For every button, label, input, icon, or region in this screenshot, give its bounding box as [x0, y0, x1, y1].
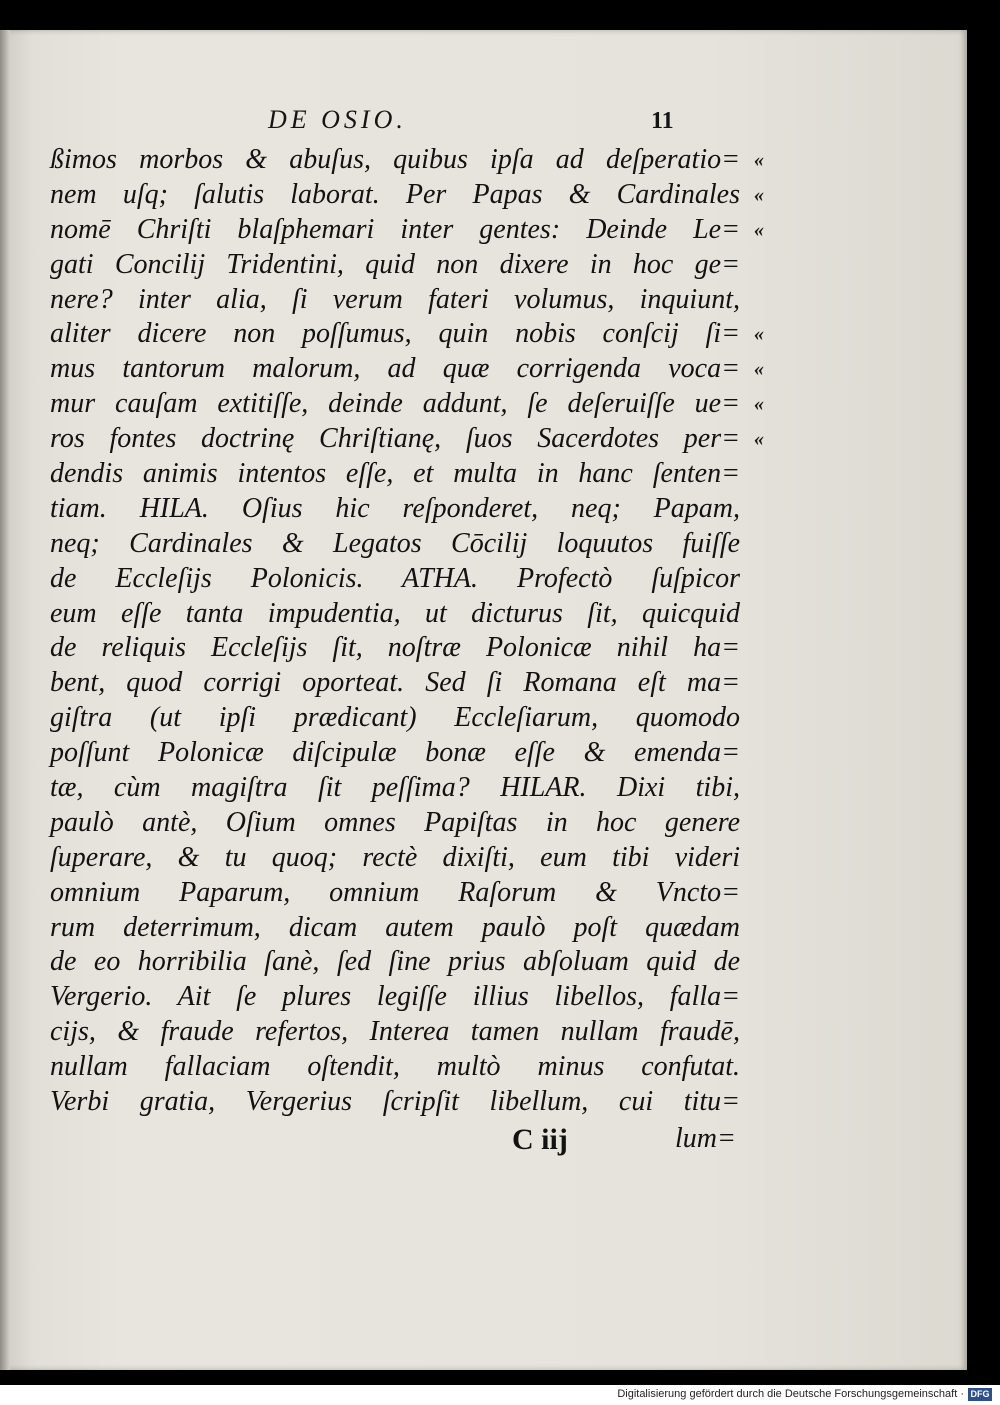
text-line	[50, 945, 740, 980]
signature-mark: C iij	[512, 1123, 568, 1156]
catchword: lum=	[675, 1123, 736, 1154]
line-text: gati Concilij Tridentini, quid non dixere in hoc ge=	[50, 248, 740, 280]
line-text: giſtra (ut ipſi prædicant) Eccleſiarum, quomodo	[50, 702, 740, 734]
text-line	[50, 980, 740, 1015]
text-line	[50, 387, 764, 422]
text-line	[50, 841, 740, 876]
marginal-mark: «	[754, 149, 764, 171]
marginal-mark: «	[754, 218, 764, 241]
text-line	[50, 701, 740, 736]
line-text: omnium Paparum, omnium Raſorum & Vncto=	[50, 876, 740, 908]
line-text: nere? inter alia, ſi verum fateri volumus, inquiunt,	[50, 283, 740, 315]
text-line	[50, 1015, 740, 1050]
page-header	[0, 105, 1000, 139]
text-line	[50, 631, 740, 666]
line-text: ros fontes doctrinę Chriſtianę, ſuos Sacerdotes per=	[50, 423, 740, 455]
line-text: cijs, & fraude refertos, Interea tamen nullam fraudē,	[50, 1016, 740, 1048]
line-text: de Eccleſijs Polonicis. ATHA. Profectò ſuſpicor	[50, 562, 740, 594]
text-line	[50, 527, 740, 562]
line-text: paulò antè, Oſium omnes Papiſtas in hoc genere	[50, 806, 740, 838]
line-text: tæ, cùm magiſtra ſit peſſima? HILAR. Dixi tibi,	[50, 772, 740, 804]
text-line	[50, 352, 764, 387]
signature-line	[0, 1123, 1000, 1163]
text-line	[50, 876, 740, 911]
line-text: ſuperare, & tu quoq; rectè dixiſti, eum tibi videri	[50, 841, 740, 873]
line-text: nem uſq; ſalutis laborat. Per Papas & Cardinales	[50, 178, 740, 210]
line-text: neq; Cardinales & Legatos Cōcilij loquutos fuiſſe	[50, 527, 740, 559]
text-line	[50, 806, 740, 841]
marginal-mark: «	[754, 428, 764, 451]
line-text: tiam. HILA. Oſius hic reſponderet, neq; Papam,	[50, 492, 740, 524]
page-number: 11	[651, 108, 674, 134]
line-text: Vergerio. Ait ſe plures legiſſe illius libellos, falla=	[50, 981, 740, 1013]
line-text: nomē Chriſti blaſphemari inter gentes: Deinde Le=	[50, 213, 740, 245]
marginal-mark: «	[754, 358, 764, 381]
line-text: aliter dicere non poſſumus, quin nobis conſcij ſi=	[50, 318, 740, 350]
marginal-mark: «	[754, 323, 764, 346]
text-line	[50, 492, 740, 527]
line-text: mus tantorum malorum, ad quæ corrigenda voca=	[50, 353, 740, 385]
line-text: nullam fallaciam oſtendit, multò minus confutat.	[50, 1051, 740, 1083]
body-text	[50, 143, 764, 1120]
digitization-footer	[0, 1385, 1000, 1405]
running-head: DE OSIO.	[268, 105, 407, 134]
footer-credit: Digitalisierung gefördert durch die Deutsche Forschungsgemeinschaft ·	[617, 1388, 964, 1400]
text-line	[50, 317, 764, 352]
line-text: bent, quod corrigi oporteat. Sed ſi Romana eſt ma=	[50, 667, 740, 699]
text-line	[50, 248, 740, 283]
marginal-mark: «	[754, 393, 764, 416]
text-line	[50, 1085, 740, 1120]
text-line	[50, 1050, 740, 1085]
line-text: poſſunt Polonicæ diſcipulæ bonæ eſſe & emenda=	[50, 737, 740, 769]
line-text: de eo horribilia ſanè, ſed ſine prius abſoluam quid de	[50, 946, 740, 978]
text-line	[50, 736, 740, 771]
text-line	[50, 457, 740, 492]
line-text: Verbi gratia, Vergerius ſcripſit libellum, cui titu=	[50, 1086, 740, 1118]
line-text: rum deterrimum, dicam autem paulò poſt quædam	[50, 911, 740, 943]
text-line	[50, 911, 740, 946]
line-text: ßimos morbos & abuſus, quibus ipſa ad deſperatio=	[50, 144, 740, 175]
text-line	[50, 562, 740, 597]
text-line	[50, 213, 764, 248]
text-line	[50, 422, 764, 457]
text-line	[50, 666, 740, 701]
text-line	[50, 178, 764, 213]
line-text: de reliquis Eccleſijs ſit, noſtræ Polonicæ nihil ha=	[50, 632, 740, 664]
line-text: mur cauſam extitiſſe, deinde addunt, ſe deſeruiſſe ue=	[50, 388, 740, 420]
line-text: dendis animis intentos eſſe, et multa in hanc ſenten=	[50, 458, 740, 490]
text-line	[50, 143, 764, 178]
text-line	[50, 283, 740, 318]
dfg-logo: DFG	[968, 1388, 992, 1401]
text-line	[50, 597, 740, 632]
marginal-mark: «	[754, 183, 764, 206]
line-text: eum eſſe tanta impudentia, ut dicturus ſit, quicquid	[50, 597, 740, 629]
text-line	[50, 771, 740, 806]
page-spine-edge	[0, 30, 10, 1370]
